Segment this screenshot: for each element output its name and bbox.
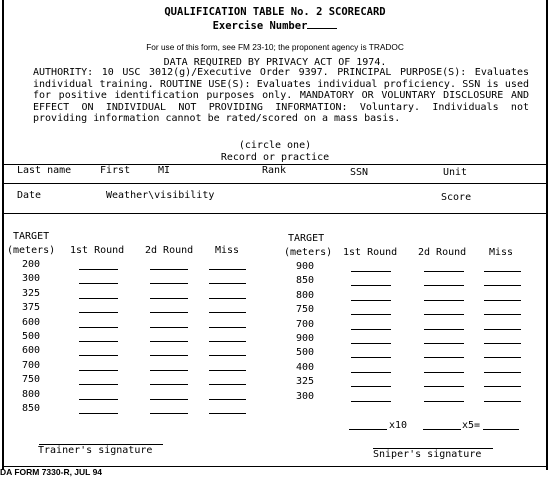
- target-distance: 500: [296, 347, 315, 359]
- second-round-blank[interactable]: [424, 357, 464, 358]
- use-statement: For use of this form, see FM 23-10; the proponent agency is TRADOC: [146, 42, 404, 52]
- info-middle-rule: [2, 183, 548, 184]
- form-right-border: [546, 0, 548, 470]
- second-round-blank[interactable]: [424, 372, 464, 373]
- authority-paragraph: AUTHORITY: 10 USC 3012(g)/Executive Order 9397. PRINCIPAL PURPOSE(S): Evaluates individual training. ROUTINE USE(S): Evaluates individual proficiency. SSN is used for positive identification purposes only. MANDATORY OR VOLUNTARY DISCLOSURE AND EFFECT ON INDIVIDUAL NOT PROVIDING INFORMATION: Voluntary. Individuals not providing information cannot be rated/scored on a mass basis.: [33, 67, 529, 124]
- target-distance: 750: [22, 374, 41, 386]
- first-round-blank[interactable]: [79, 298, 118, 299]
- exercise-number-line: [0, 18, 550, 32]
- first-round-blank[interactable]: [79, 327, 118, 328]
- second-round-blank[interactable]: [150, 413, 188, 414]
- target-distance: 500: [22, 331, 41, 342]
- first-round-blank[interactable]: [79, 283, 118, 284]
- first-round-blank[interactable]: [351, 343, 391, 344]
- target-distance: 600: [22, 316, 41, 328]
- circle-one-note: (circle one): [238, 140, 312, 151]
- target-distance: 850: [22, 403, 41, 414]
- miss-blank[interactable]: [209, 269, 246, 270]
- target-distance: 850: [296, 275, 315, 287]
- miss-blank[interactable]: [209, 413, 246, 414]
- miss-blank[interactable]: [209, 312, 246, 313]
- x10-total-blank[interactable]: [349, 429, 387, 430]
- first-name-field[interactable]: First: [100, 165, 131, 176]
- target-distance: 200: [22, 259, 41, 270]
- first-round-blank[interactable]: [351, 271, 391, 272]
- target-distance: 800: [296, 289, 315, 301]
- form-left-border: [2, 0, 4, 470]
- second-round-blank[interactable]: [150, 384, 188, 385]
- miss-blank[interactable]: [209, 341, 246, 342]
- second-round-blank[interactable]: [150, 283, 188, 284]
- second-round-blank[interactable]: [424, 314, 464, 315]
- miss-blank[interactable]: [209, 355, 246, 356]
- first-round-blank[interactable]: [79, 355, 118, 356]
- left-first-round-heading: 1st Round: [70, 245, 125, 256]
- target-distance: 325: [296, 376, 315, 388]
- first-round-blank[interactable]: [351, 285, 391, 286]
- form-title: QUALIFICATION TABLE No. 2 SCORECARD: [164, 6, 386, 18]
- rank-field[interactable]: Rank: [262, 165, 287, 176]
- miss-blank[interactable]: [484, 329, 521, 330]
- score-field[interactable]: Score: [441, 192, 472, 203]
- first-round-blank[interactable]: [351, 329, 391, 330]
- second-round-blank[interactable]: [150, 312, 188, 313]
- grand-total-blank[interactable]: [483, 429, 519, 430]
- miss-blank[interactable]: [484, 386, 521, 387]
- trainer-signature-label: Trainer's signature: [38, 445, 153, 456]
- target-distance: 400: [296, 361, 315, 373]
- second-round-blank[interactable]: [424, 271, 464, 272]
- miss-blank[interactable]: [484, 357, 521, 358]
- target-distance: 900: [296, 261, 315, 272]
- first-round-blank[interactable]: [79, 384, 118, 385]
- left-target-heading: TARGET: [13, 231, 50, 242]
- miss-blank[interactable]: [209, 327, 246, 328]
- weather-visibility-field[interactable]: Weather\visibility: [106, 190, 215, 201]
- right-second-round-heading: 2d Round: [418, 247, 467, 258]
- miss-blank[interactable]: [484, 314, 521, 315]
- target-distance: 900: [296, 333, 315, 344]
- second-round-blank[interactable]: [424, 285, 464, 286]
- miss-blank[interactable]: [209, 399, 246, 400]
- target-distance: 300: [296, 390, 315, 402]
- first-round-blank[interactable]: [79, 399, 118, 400]
- miss-blank[interactable]: [484, 271, 521, 272]
- right-meters-heading: (meters): [284, 247, 333, 258]
- first-round-blank[interactable]: [351, 300, 391, 301]
- middle-initial-field[interactable]: MI: [158, 165, 171, 176]
- second-round-blank[interactable]: [424, 401, 464, 402]
- first-round-blank[interactable]: [351, 372, 391, 373]
- right-first-round-heading: 1st Round: [343, 247, 398, 258]
- exercise-number-label: Exercise Number: [212, 20, 308, 32]
- second-round-blank[interactable]: [424, 386, 464, 387]
- left-miss-heading: Miss: [215, 245, 240, 256]
- right-miss-heading: Miss: [489, 247, 514, 258]
- first-round-blank[interactable]: [351, 314, 391, 315]
- date-field[interactable]: Date: [17, 190, 42, 201]
- miss-blank[interactable]: [209, 283, 246, 284]
- second-round-blank[interactable]: [424, 343, 464, 344]
- target-distance: 750: [296, 304, 315, 316]
- privacy-heading: DATA REQUIRED BY PRIVACY ACT OF 1974.: [163, 57, 387, 68]
- form-identifier: DA FORM 7330-R, JUL 94: [0, 467, 103, 477]
- first-round-blank[interactable]: [79, 413, 118, 414]
- ssn-field[interactable]: SSN: [350, 167, 369, 178]
- second-round-blank[interactable]: [424, 329, 464, 330]
- exercise-number-field[interactable]: [307, 18, 337, 29]
- target-distance: 800: [22, 388, 41, 400]
- record-or-practice-choice[interactable]: Record or practice: [220, 152, 330, 163]
- second-round-blank[interactable]: [424, 300, 464, 301]
- first-round-blank[interactable]: [351, 386, 391, 387]
- left-second-round-heading: 2d Round: [145, 245, 194, 256]
- miss-blank[interactable]: [209, 298, 246, 299]
- second-round-blank[interactable]: [150, 269, 188, 270]
- second-round-blank[interactable]: [150, 355, 188, 356]
- first-round-blank[interactable]: [351, 401, 391, 402]
- second-round-blank[interactable]: [150, 370, 188, 371]
- x10-multiplier: x10: [389, 420, 408, 431]
- miss-blank[interactable]: [484, 372, 521, 373]
- info-bottom-rule: [2, 213, 548, 214]
- miss-blank[interactable]: [209, 370, 246, 371]
- miss-blank[interactable]: [484, 300, 521, 301]
- second-round-blank[interactable]: [150, 399, 188, 400]
- unit-field[interactable]: Unit: [443, 167, 468, 178]
- second-round-blank[interactable]: [150, 341, 188, 342]
- target-distance: 300: [22, 273, 41, 285]
- target-distance: 375: [22, 302, 41, 314]
- x5-total-blank[interactable]: [423, 429, 461, 430]
- target-distance: 700: [296, 318, 315, 330]
- last-name-field[interactable]: Last name: [17, 165, 72, 176]
- miss-blank[interactable]: [484, 285, 521, 286]
- target-distance: 700: [22, 359, 41, 371]
- target-distance: 600: [22, 345, 41, 357]
- first-round-blank[interactable]: [79, 312, 118, 313]
- x5-multiplier: x5=: [462, 420, 481, 431]
- miss-blank[interactable]: [484, 401, 521, 402]
- target-distance: 325: [22, 287, 41, 299]
- first-round-blank[interactable]: [351, 357, 391, 358]
- right-target-heading: TARGET: [288, 233, 325, 244]
- sniper-signature-label: Sniper's signature: [373, 449, 482, 460]
- first-round-blank[interactable]: [79, 269, 118, 270]
- miss-blank[interactable]: [209, 384, 246, 385]
- first-round-blank[interactable]: [79, 341, 118, 342]
- second-round-blank[interactable]: [150, 327, 188, 328]
- left-meters-heading: (meters): [7, 245, 56, 256]
- miss-blank[interactable]: [484, 343, 521, 344]
- first-round-blank[interactable]: [79, 370, 118, 371]
- second-round-blank[interactable]: [150, 298, 188, 299]
